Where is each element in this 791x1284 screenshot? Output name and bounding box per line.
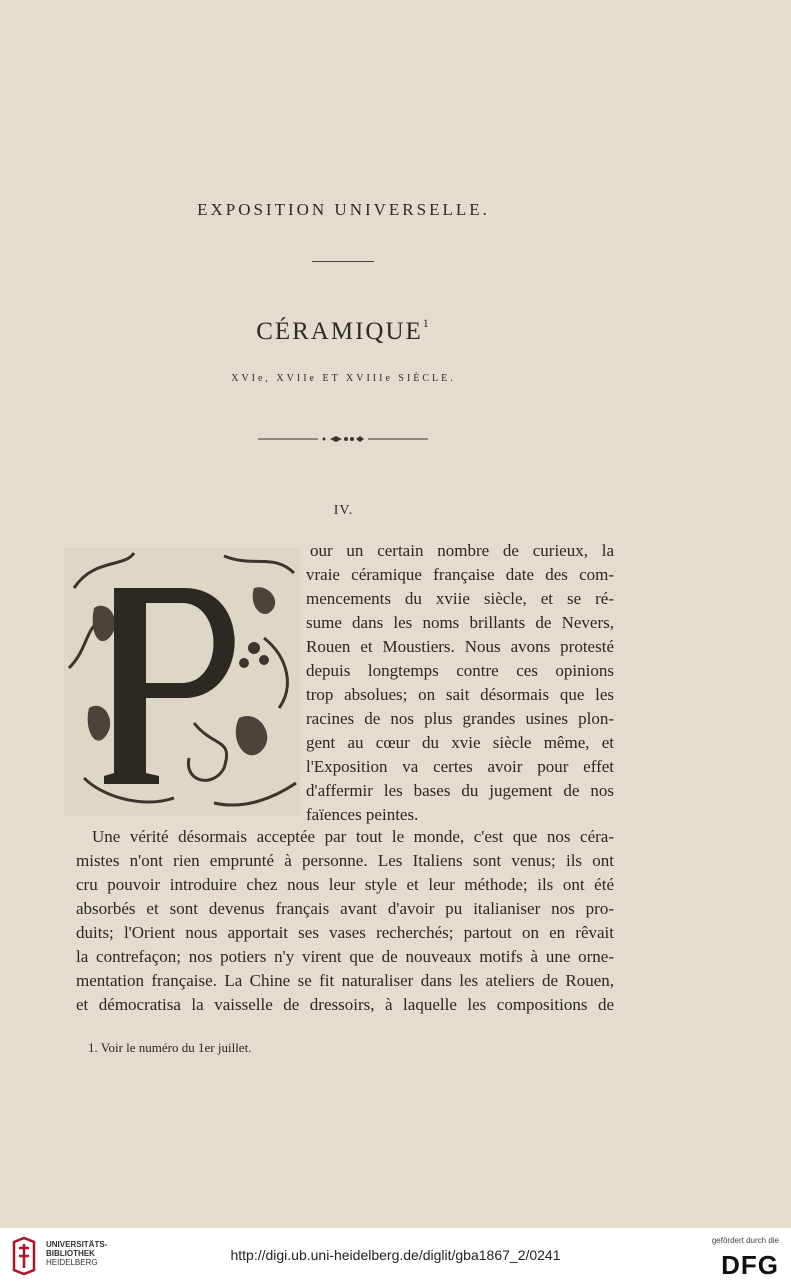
dfg-logo: DFG — [721, 1250, 779, 1280]
funding-text: gefördert durch die — [711, 1236, 779, 1245]
text-line: racines de nos plus grandes usines plon- — [306, 709, 614, 728]
library-name-line: UNIVERSITÄTS- — [46, 1240, 108, 1249]
permalink-url[interactable]: http://digi.ub.uni-heidelberg.de/diglit/gba1867_2/0241 — [230, 1247, 561, 1263]
section-title — [0, 318, 687, 346]
chapter-number: IV. — [333, 503, 354, 518]
decorated-initial-p — [64, 548, 300, 816]
text-line: sume dans les noms brillants de Nevers, — [306, 613, 614, 632]
section-title-text: CÉRAMIQUE — [256, 318, 423, 345]
text-line: mistes n'ont rien emprunté à personne. Les Italiens sont venus; ils ont — [76, 851, 614, 870]
text-line: gent au cœur du xvie siècle même, et — [306, 733, 614, 752]
text-line: faïences peintes. — [306, 805, 419, 824]
running-title: EXPOSITION UNIVERSELLE. — [197, 200, 490, 219]
text-line: cru pouvoir introduire chez nous leur style et leur méthode; ils ont été — [76, 875, 614, 894]
text-line: absorbés et sont devenus français avant d'avoir pu italianiser nos pro- — [76, 899, 614, 918]
text-line: trop absolues; on sait désormais que les — [306, 685, 614, 704]
footnote: 1. Voir le numéro du 1er juillet. — [88, 1040, 252, 1055]
text-line: et démocratisa la vaisselle de dressoirs, à laquelle les compositions de — [76, 995, 614, 1014]
title-rule — [312, 261, 374, 262]
text-line: our un certain nombre de curieux, la — [310, 541, 614, 560]
text-line: Une vérité désormais acceptée par tout le monde, c'est que nos céra- — [92, 827, 614, 846]
text-line: duits; l'Orient nous apportait ses vases recherchés; partout on en rêvait — [76, 923, 614, 942]
text-line: mencements du xviie siècle, et se ré- — [306, 589, 614, 608]
footnote-mark: 1 — [422, 316, 431, 330]
text-line: depuis longtemps contre ces opinions — [306, 661, 614, 680]
library-name-line: BIBLIOTHEK — [46, 1249, 95, 1258]
text-line: mentation française. La Chine se fit naturaliser dans les ateliers de Rouen, — [76, 971, 614, 990]
library-name-line: HEIDELBERG — [46, 1258, 98, 1267]
ornamental-divider — [258, 433, 428, 445]
text-line: d'affermir les bases du jugement de nos — [306, 781, 614, 800]
text-line: la contrefaçon; nos potiers n'y virent que de nouveaux motifs à une orne- — [76, 947, 614, 966]
text-line: Rouen et Moustiers. Nous avons protesté — [306, 637, 614, 656]
text-line: vraie céramique française date des com- — [306, 565, 614, 584]
viewer-footer — [0, 1228, 791, 1284]
section-subtitle: XVIe, XVIIe ET XVIIIe SIÈCLE. — [231, 373, 456, 384]
text-line: l'Exposition va certes avoir pour effet — [306, 757, 614, 776]
